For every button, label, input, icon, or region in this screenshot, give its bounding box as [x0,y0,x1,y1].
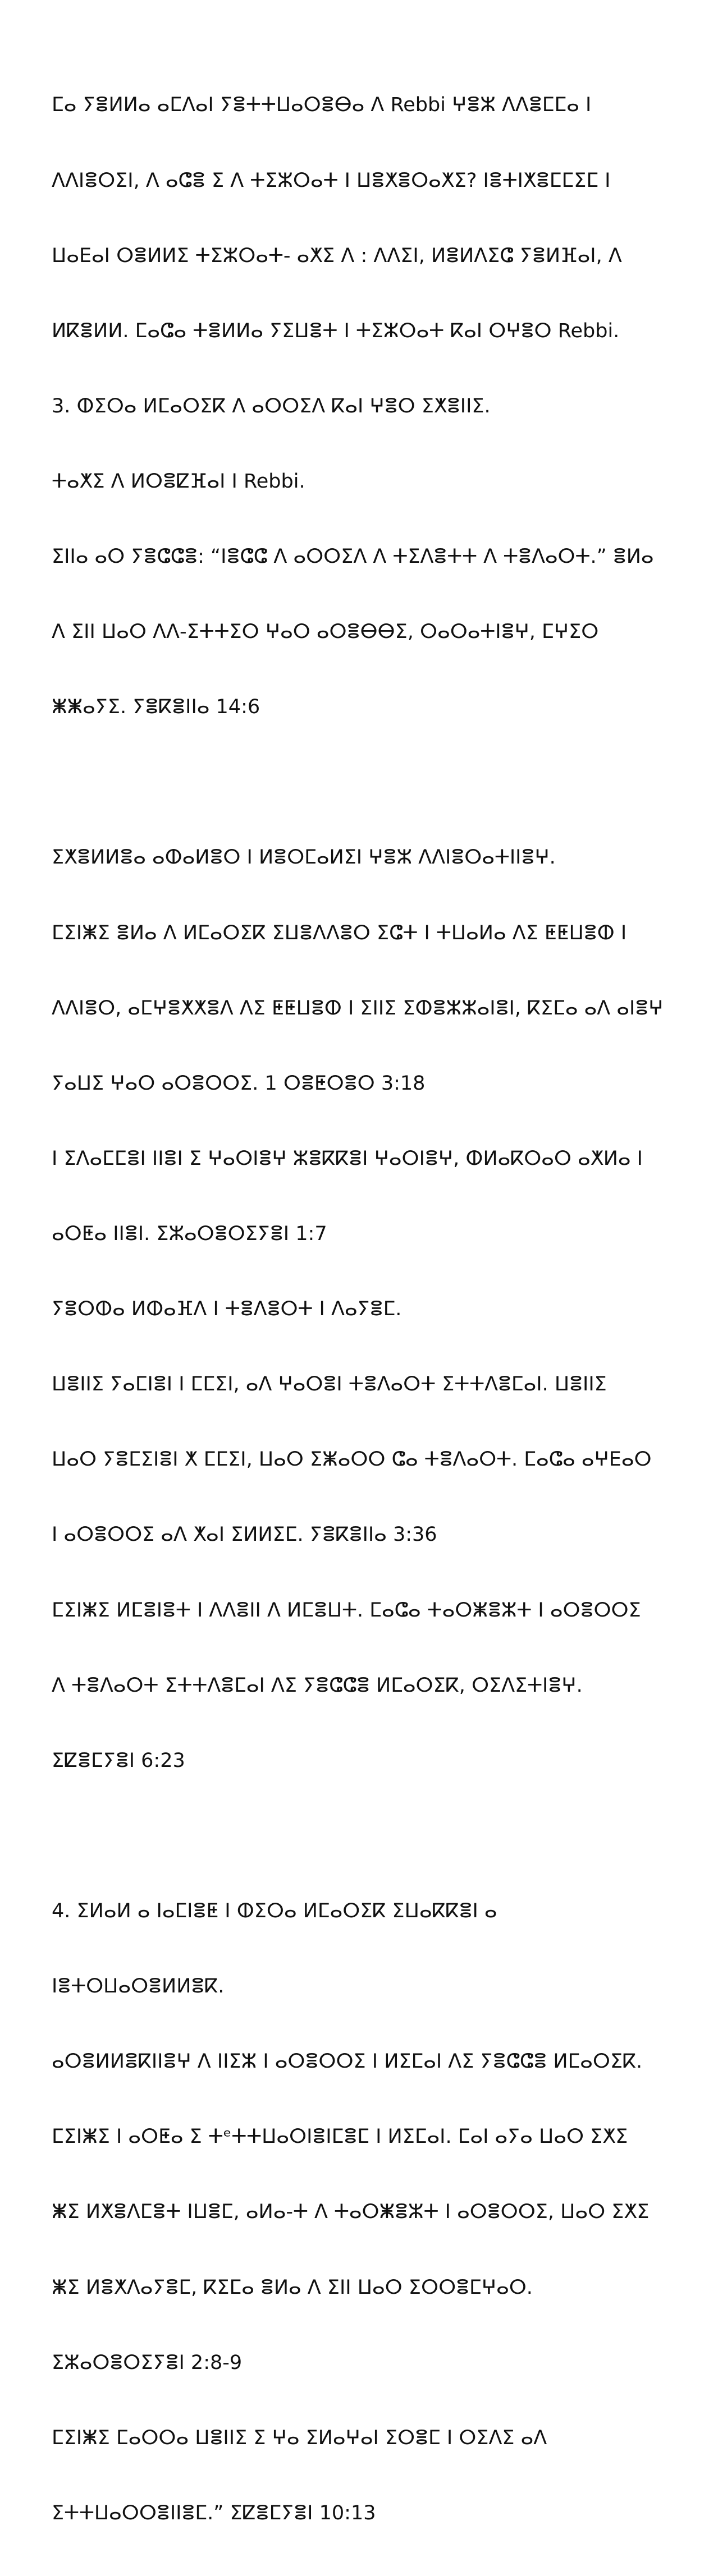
text-line: ⴷ ⵜⴻⴷⴰⵔⵜ ⵉⵜⵜⴷⴻⵎⴰⵏ ⴷⵉ ⵢⴻⵛⵛⴻ ⵍⵎⴰⵔⵉⴽ, ⵔⵉⴷⵉⵜⵏⴻⵖ. [52,1674,583,1697]
text-line: ⵏ ⵉⴷⴰⵎⵎⴻⵏ ⵏⵏⴻⵏ ⵉ ⵖⴰⵔⵏⴻⵖ ⵣⴻⴽⴽⴻⵏ ⵖⴰⵔⵏⴻⵖ, ⵀⵍⴰⴽⵔⴰⵔ ⴰⵅⵍⴰ ⵏ [52,1147,643,1170]
text-line: ⴰⵔⴻⵍⵍⴻⴽⵏⵏⴻⵖ ⴷ ⵏⵏⵉⵣ ⵏ ⴰⵔⴻⵔⵔⵉ ⵏ ⵍⵉⵎⴰⵏ ⴷⵉ ⵢⴻⵛⵛⴻ ⵍⵎⴰⵔⵉⴽ. [52,2050,643,2073]
text-line: ⵎⵉⵏⵥⵉ ⴻⵍⴰ ⴷ ⵍⵎⴰⵔⵉⴽ ⵉⵡⴻⴷⴷⴻⵔ ⵉⵛⵜ ⵏ ⵜⵡⴰⵍⴰ ⴷⵉ ⵟⵟⵡⴻⵀ ⵏ [52,921,627,944]
text-line: ⵡⴻⵏⵏⵉ ⵢⴰⵎⵏⴻⵏ ⵏ ⵎⵎⵉⵏ, ⴰⴷ ⵖⴰⵔⴻⵏ ⵜⴻⴷⴰⵔⵜ ⵉⵜⵜⴷⴻⵎⴰⵏ. ⵡⴻⵏⵏⵉ [52,1373,607,1396]
text-line: ⵡⴰⵔ ⵢⴻⵎⵉⵏⴻⵏ ⵅ ⵎⵎⵉⵏ, ⵡⴰⵔ ⵉⵥⴰⵔⵔ ⵛⴰ ⵜⴻⴷⴰⵔⵜ. ⵎⴰⵛⴰ ⴰⵖⴹⴰⵔ [52,1448,652,1471]
section-heading: ⵏⴻⵜⵔⵡⴰⵔⴻⵍⵍⴻⴽ. [52,1975,225,1998]
text-line: ⵥⵉ ⵍⴻⵅⴷⴰⵢⴻⵎ, ⴽⵉⵎⴰ ⴻⵍⴰ ⴷ ⵉⵏⵏ ⵡⴰⵔ ⵉⵔⵔⴻⵎⵖⴰⵔ. [52,2276,533,2299]
text-line: ⵍⴽⴻⵍⵍ. ⵎⴰⵛⴰ ⵜⴻⵍⵍⴰ ⵢⵉⵡⴻⵜ ⵏ ⵜⵉⵣⵔⴰⵜ ⴽⴰⵏ ⵔⵖⴻⵔ Rebbi. [52,319,620,342]
text-line: ⵎⵉⵏⵥⵉ ⵏ ⴰⵔⵟⴰ ⵉ ⵜᵉⵜⵜⵡⴰⵔⵏⴻⵏⵎⴻⵎ ⵏ ⵍⵉⵎⴰⵏ. ⵎⴰⵏ ⴰⵢⴰ ⵡⴰⵔ ⵉⵅⵉ [52,2125,628,2148]
text-line: ⵎⴰ ⵢⴻⵍⵍⴰ ⴰⵎⴷⴰⵏ ⵢⴻⵜⵜⵡⴰⵔⴻⴱⴰ ⴷ Rebbi ⵖⴻⵣ ⴷⴷⴻⵎⵎⴰ ⵏ [52,94,592,117]
text-line: ⵡⴰⴹⴰⵏ ⵔⴻⵍⵍⵉ ⵜⵉⵣⵔⴰⵜ- ⴰⵅⵉ ⴷ : ⴷⴷⵉⵏ, ⵍⴻⵍⴷⵉⵛ ⵢⴻⵍⴼⴰⵏ, ⴷ [52,244,622,267]
scripture-reference: ⵉⵣⴰⵔⴻⵔⵉⵢⴻⵏ 2:8-9 [52,2351,243,2374]
text-line: ⵎⵉⵏⵥⵉ ⵎⴰⵔⵔⴰ ⵡⴻⵏⵏⵉ ⵉ ⵖⴰ ⵉⵍⴰⵖⴰⵏ ⵉⵔⴻⵎ ⵏ ⵔⵉⴷⵉ ⴰⴷ [52,2426,547,2449]
text-line: ⴷ ⵉⵏⵏ ⵡⴰⵔ ⴷⴷ-ⵉⵜⵜⵉⵔ ⵖⴰⵔ ⴰⵔⴻⴱⴱⵉ, ⵔⴰⵔⴰⵜⵏⴻⵖ, ⵎⵖⵉⵔ [52,621,599,644]
text-line: ⵥⵉ ⵍⵅⴻⴷⵎⴻⵜ ⵏⵡⴻⵎ, ⴰⵍⴰ-ⵜ ⴷ ⵜⴰⵔⵥⴻⵣⵜ ⵏ ⴰⵔⴻⵔⵔⵉ, ⵡⴰⵔ ⵉⵅⵉ [52,2201,650,2224]
blank-line [52,770,673,795]
scripture-reference: ⴰⵔⵟⴰ ⵏⵏⴻⵏ. ⵉⵣⴰⵔⴻⵔⵉⵢⴻⵏ 1:7 [52,1223,327,1246]
text-line: ⵎⵉⵏⵥⵉ ⵍⵎⴻⵏⴻⵜ ⵏ ⴷⴷⴻⵏⵏ ⴷ ⵍⵎⴻⵡⵜ. ⵎⴰⵛⴰ ⵜⴰⵔⵥⴻⵣⵜ ⵏ ⴰⵔⴻⵔⵔⵉ [52,1599,641,1622]
text-line: ⵢⴻⵔⵀⴰ ⵍⵀⴰⴼⴷ ⵏ ⵜⴻⴷⴻⵔⵜ ⵏ ⴷⴰⵢⴻⵎ. [52,1298,402,1321]
section-heading: 3. ⵀⵉⵔⴰ ⵍⵎⴰⵔⵉⴽ ⴷ ⴰⵔⵔⵉⴷ ⴽⴰⵏ ⵖⴻⵔ ⵉⵅⴻⵏⵏⵉ. [52,394,491,417]
document-body [52,43,673,2576]
text-line: ⴷⴷⵏⴻⵔⵉⵏ, ⴷ ⴰⵛⴻ ⵉ ⴷ ⵜⵉⵣⵔⴰⵜ ⵏ ⵡⴻⵅⴻⵔⴰⵅⵉ? ⵏⴻⵜⵏⵅⴻⵎⵎⵉⵎ ⵏ [52,169,611,192]
scripture-reference: ⵏ ⴰⵔⴻⵔⵔⵉ ⴰⴷ ⵅⴰⵏ ⵉⵍⵍⵉⵎ. ⵢⴻⴽⴻⵏⵏⴰ 3:36 [52,1523,437,1546]
scripture-reference: ⵉⵇⴻⵎⵢⴻⵏ 6:23 [52,1749,185,1772]
text-line: ⴷⴷⵏⴻⵔ, ⴰⵎⵖⴻⵅⵅⴻⴷ ⴷⵉ ⵟⵟⵡⴻⵀ ⵏ ⵉⵏⵏⵉ ⵉⵀⴻⵣⵣⴰⵏⴻⵏ, ⴽⵉⵎⴰ ⴰⴷ ⴰⵏⴻⵖ [52,997,664,1020]
text-line: ⵜⴰⵅⵉ ⴷ ⵍⵔⴻⵇⴼⴰⵏ ⵏ Rebbi. [52,470,305,493]
scripture-reference: ⵉⵜⵜⵡⴰⵔⵔⴻⵏⵏⴻⵎ.” ⵉⵇⴻⵎⵢⴻⵏ 10:13 [52,2501,376,2524]
blank-line [52,1824,673,1849]
scripture-reference: ⵥⵥⴰⵢⵉ. ⵢⴻⴽⴻⵏⵏⴰ 14:6 [52,696,260,719]
text-line: ⵉⵅⴻⵍⵍⴻⴰ ⴰⵀⴰⵍⴻⵔ ⵏ ⵍⴻⵔⵎⴰⵍⵉⵏ ⵖⴻⵣ ⴷⴷⵏⴻⵔⴰⵜⵏⵏⴻⵖ. [52,846,556,869]
scripture-reference: ⵢⴰⵡⵉ ⵖⴰⵔ ⴰⵔⴻⵔⵔⵉ. 1 ⵔⴻⵟⵔⴻⵔ 3:18 [52,1072,426,1095]
section-heading: 4. ⵉⵍⴰⵍ ⴰ ⵏⴰⵎⵏⴻⵟ ⵏ ⵀⵉⵔⴰ ⵍⵎⴰⵔⵉⴽ ⵉⵡⴰⴽⴽⴻⵏ ⴰ [52,1900,497,1922]
text-line: ⵉⵏⵏⴰ ⴰⵔ ⵢⴻⵛⵛⴻ: “ⵏⴻⵛⵛ ⴷ ⴰⵔⵔⵉⴷ ⴷ ⵜⵉⴷⴻⵜⵜ ⴷ ⵜⴻⴷⴰⵔⵜ.” ⴻⵍⴰ [52,545,654,568]
